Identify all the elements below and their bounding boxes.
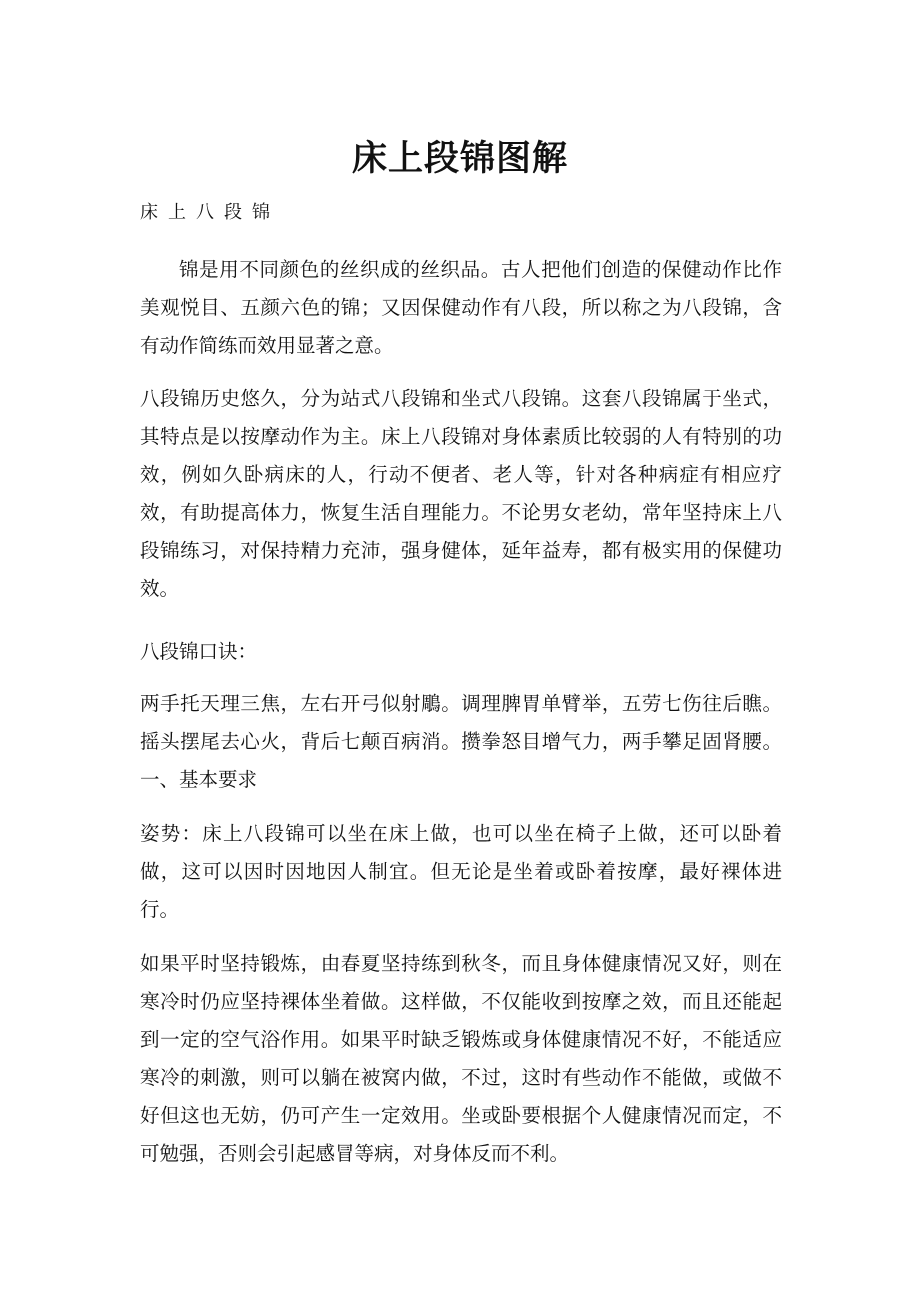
section-subtitle: 床上八段锦 xyxy=(140,202,280,223)
paragraph-history: 八段锦历史悠久，分为站式八段锦和坐式八段锦。这套八段锦属于坐式，其特点是以按摩动作为主。床上八段锦对身体素质比较弱的人有特别的功效，例如久卧病床的人，行动不便者、老人等，针对各种病症有相应疗效，有助提高体力，恢复生活自理能力。不论男女老幼，常年坚持床上八段锦练习，对保持精力充沛，强身健体，延年益寿，都有极实用的保健功效。 xyxy=(140,387,782,600)
paragraph-intro: 锦是用不同颜色的丝织成的丝织品。古人把他们创造的保健动作比作美观悦目、五颜六色的锦；又因保健动作有八段，所以称之为八段锦，含有动作简练而效用显著之意。 xyxy=(140,258,782,357)
paragraph-posture: 姿势：床上八段锦可以坐在床上做，也可以坐在椅子上做，还可以卧着做，这可以因时因地因人制宜。但无论是坐着或卧着按摩，最好裸体进行。 xyxy=(140,822,782,921)
paragraph-formula-heading: 八段锦口诀： xyxy=(140,640,258,663)
paragraph-practice-advice: 如果平时坚持锻炼，由春夏坚持练到秋冬，而且身体健康情况又好，则在寒冷时仍应坚持裸体坐着做。这样做，不仅能收到按摩之效，而且还能起到一定的空气浴作用。如果平时缺乏锻炼或身体健康情况不好，不能适应寒冷的刺激，则可以躺在被窝内做，不过，这时有些动作不能做，或做不好但这也无妨，仍可产生一定效用。坐或卧要根据个人健康情况而定，不可勉强，否则会引起感冒等病，对身体反而不利。 xyxy=(140,952,782,1165)
paragraph-formula: 两手托天理三焦，左右开弓似射鵰。调理脾胃单臂举，五劳七伤往后瞧。 摇头摆尾去心火，背后七颠百病消。攒拳怒目增气力，两手攀足固肾腰。 一、基本要求 xyxy=(140,692,782,791)
page-title: 床上段锦图解 xyxy=(351,138,568,180)
